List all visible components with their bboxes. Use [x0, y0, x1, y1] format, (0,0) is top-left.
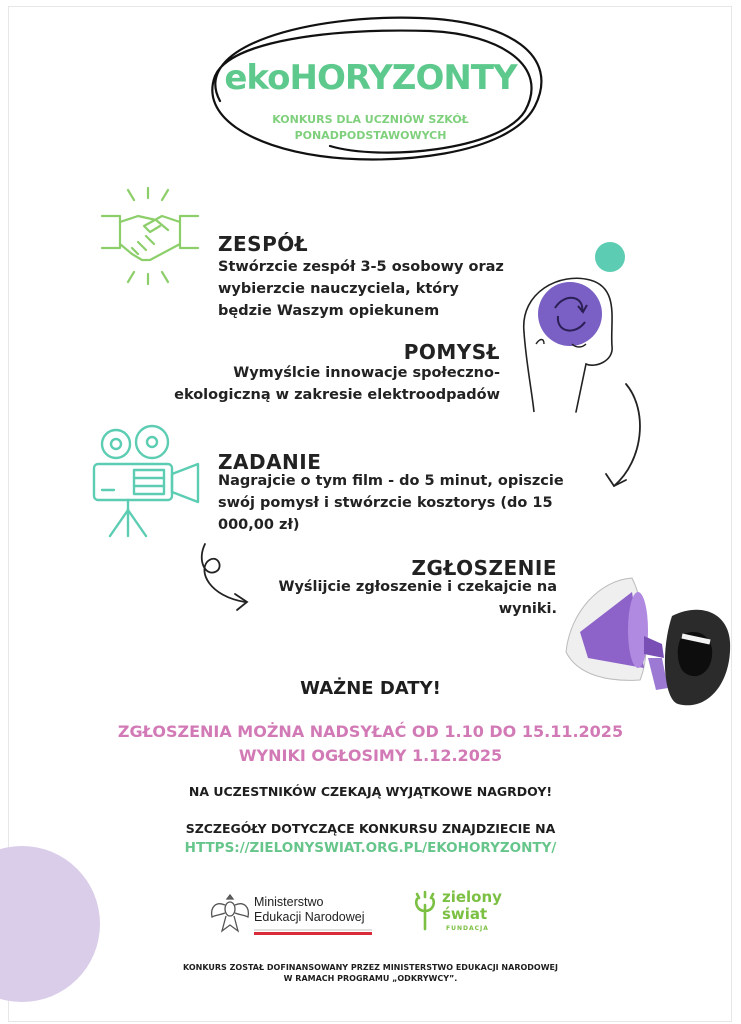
team-line-1: Stwórzcie zespół 3-5 osobowy oraz	[218, 259, 504, 275]
task-line-3: 000,00 zł)	[218, 517, 300, 533]
task-description	[218, 470, 564, 536]
foundation-line-1: zielony	[442, 888, 502, 906]
page-subtitle	[200, 112, 541, 144]
funding-line-2: W RAMACH PROGRAMU „ODKRYWCY”.	[283, 974, 458, 983]
idea-description	[130, 362, 500, 406]
team-line-3: będzie Waszym opiekunem	[218, 303, 440, 319]
details-text: SZCZEGÓŁY DOTYCZĄCE KONKURSU ZNAJDZIECIE NA	[185, 821, 556, 836]
submission-dates: ZGŁOSZENIA MOŻNA NADSYŁAĆ OD 1.10 DO 15.11.2025	[117, 722, 624, 741]
page-title: ekoHORYZONTY	[224, 58, 517, 98]
results-date: WYNIKI OGŁOSIMY 1.12.2025	[238, 746, 503, 765]
handshake-icon	[98, 186, 202, 286]
idea-line-2: ekologiczną w zakresie elektroodpadów	[174, 387, 500, 403]
ministry-line-1: Ministerstwo	[254, 895, 324, 909]
subtitle-line-2: PONADPODSTAWOWYCH	[294, 129, 447, 142]
decorative-dot	[595, 242, 625, 272]
team-line-2: wybierzcie nauczyciela, który	[218, 281, 459, 297]
eagle-emblem-icon	[208, 889, 252, 937]
task-line-1: Nagrajcie o tym film - do 5 minut, opiszcie	[218, 473, 564, 489]
funding-line-1: KONKURS ZOSTAŁ DOFINANSOWANY PRZEZ MINISTERSTWO EDUKACJI NARODOWEJ	[183, 963, 558, 972]
foundation-name	[442, 889, 502, 923]
important-dates-heading: WAŻNE DATY!	[300, 678, 441, 699]
idea-heading: POMYSŁ	[403, 340, 500, 364]
submission-description	[240, 576, 557, 620]
task-line-2: swój pomysł i stwórzcie kosztorys (do 15	[218, 495, 553, 511]
ministry-name	[254, 895, 364, 925]
curved-arrow-down-icon	[600, 380, 650, 495]
team-heading: ZESPÓŁ	[218, 232, 309, 256]
funding-note	[120, 962, 621, 984]
foundation-line-2: świat	[442, 905, 488, 923]
submission-heading: ZGŁOSZENIE	[411, 556, 557, 580]
foundation-tag: FUNDACJA	[446, 925, 489, 932]
task-heading: ZADANIE	[218, 450, 322, 474]
idea-line-1: Wymyślcie innowacje społeczno-	[233, 365, 500, 381]
sprout-logo-icon	[411, 889, 439, 931]
film-camera-icon	[88, 424, 208, 540]
flag-bar-red	[254, 932, 372, 935]
contest-url-link[interactable]: HTTPS://ZIELONYSWIAT.ORG.PL/EKOHORYZONTY/	[184, 840, 557, 856]
team-description	[218, 256, 504, 322]
subtitle-line-1: KONKURS DLA UCZNIÓW SZKÓŁ	[272, 113, 469, 126]
prizes-text: NA UCZESTNIKÓW CZEKAJĄ WYJĄTKOWE NAGRDOY!	[188, 784, 553, 799]
flag-bar-white	[254, 929, 372, 931]
megaphone-icon	[560, 572, 732, 722]
submission-line-2: wyniki.	[498, 601, 557, 617]
submission-line-1: Wyślijcie zgłoszenie i czekajcie na	[278, 579, 557, 595]
ministry-line-2: Edukacji Narodowej	[254, 910, 365, 924]
